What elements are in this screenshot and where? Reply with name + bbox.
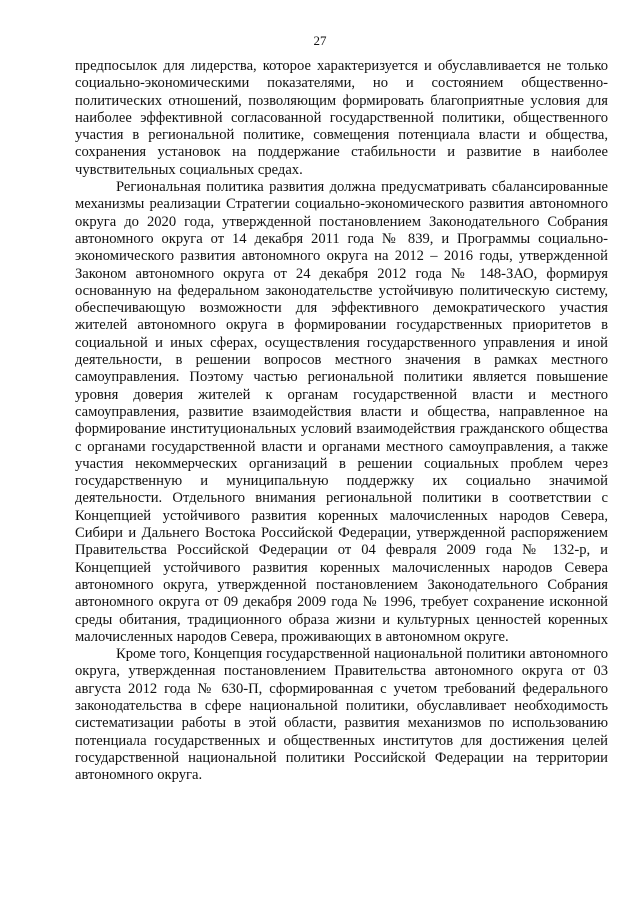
paragraph-continuation: предпосылок для лидерства, которое характеризуется и обуславливается не только социально-экономическими показателями, но и состоянием общественно-политических отношений, позволяющим формировать благоприятные условия для наиболее эффективной согласованной государственной политики, общественного участия в региональной политике, совмещения потенциала власти и общества, сохранения установок на поддержание стабильности и развитие в наиболее чувствительных социальных средах. <box>75 58 608 178</box>
paragraph-national-policy-concept: Кроме того, Концепция государственной национальной политики автономного округа, утвержденная постановлением Правительства автономного округа от 03 августа 2012 года № 630-П, сформированная с учетом требований федерального законодательства в сфере национальной политики, обуславливает необходимость систематизации работы в этой области, развития механизмов по использованию потенциала государственных и общественных институтов для достижения целей государственной национальной политики Российской Федерации на территории автономного округа. <box>75 646 608 784</box>
paragraph-regional-policy: Региональная политика развития должна предусматривать сбалансированные механизмы реализации Стратегии социально-экономического развития автономного округа до 2020 года, утвержденной постановлением Законодательного Собрания автономного округа от 14 декабря 2011 года № 839, и Программы социально-экономического развития автономного округа на 2012 – 2016 годы, утвержденной Законом автономного округа от 24 декабря 2012 года № 148-ЗАО, формируя основанную на федеральном законодательстве устойчивую политическую систему, обеспечивающую возможности для эффективного демократического участия жителей автономного округа в формировании государственных приоритетов в социальной и иных сферах, осуществления государственного управления и иной деятельности, в решении вопросов местного значения в рамках местного самоуправления. Поэтому частью региональной политики является повышение уровня доверия жителей к органам государственной власти и местного самоуправления, развитие взаимодействия власти и общества, направленное на формирование институциональных условий взаимодействия гражданского общества с органами государственной власти и органами местного самоуправления, а также участия некоммерческих организаций в решении социальных проблем через государственную и муниципальную поддержку их социально значимой деятельности. Отдельного внимания региональной политики в соответствии с Концепцией устойчивого развития коренных малочисленных народов Севера, Сибири и Дальнего Востока Российской Федерации, утвержденной распоряжением Правительства Российской Федерации от 04 февраля 2009 года № 132-р, и Концепцией устойчивого развития коренных малочисленных народов Севера автономного округа, утвержденной постановлением Законодательного Собрания автономного округа от 09 декабря 2009 года № 1996, требует сохранение исконной среды обитания, традиционного образа жизни и культурных ценностей коренных малочисленных народов Севера, проживающих в автономном округе. <box>75 179 608 645</box>
document-body <box>75 58 608 784</box>
page-number: 27 <box>313 33 327 48</box>
